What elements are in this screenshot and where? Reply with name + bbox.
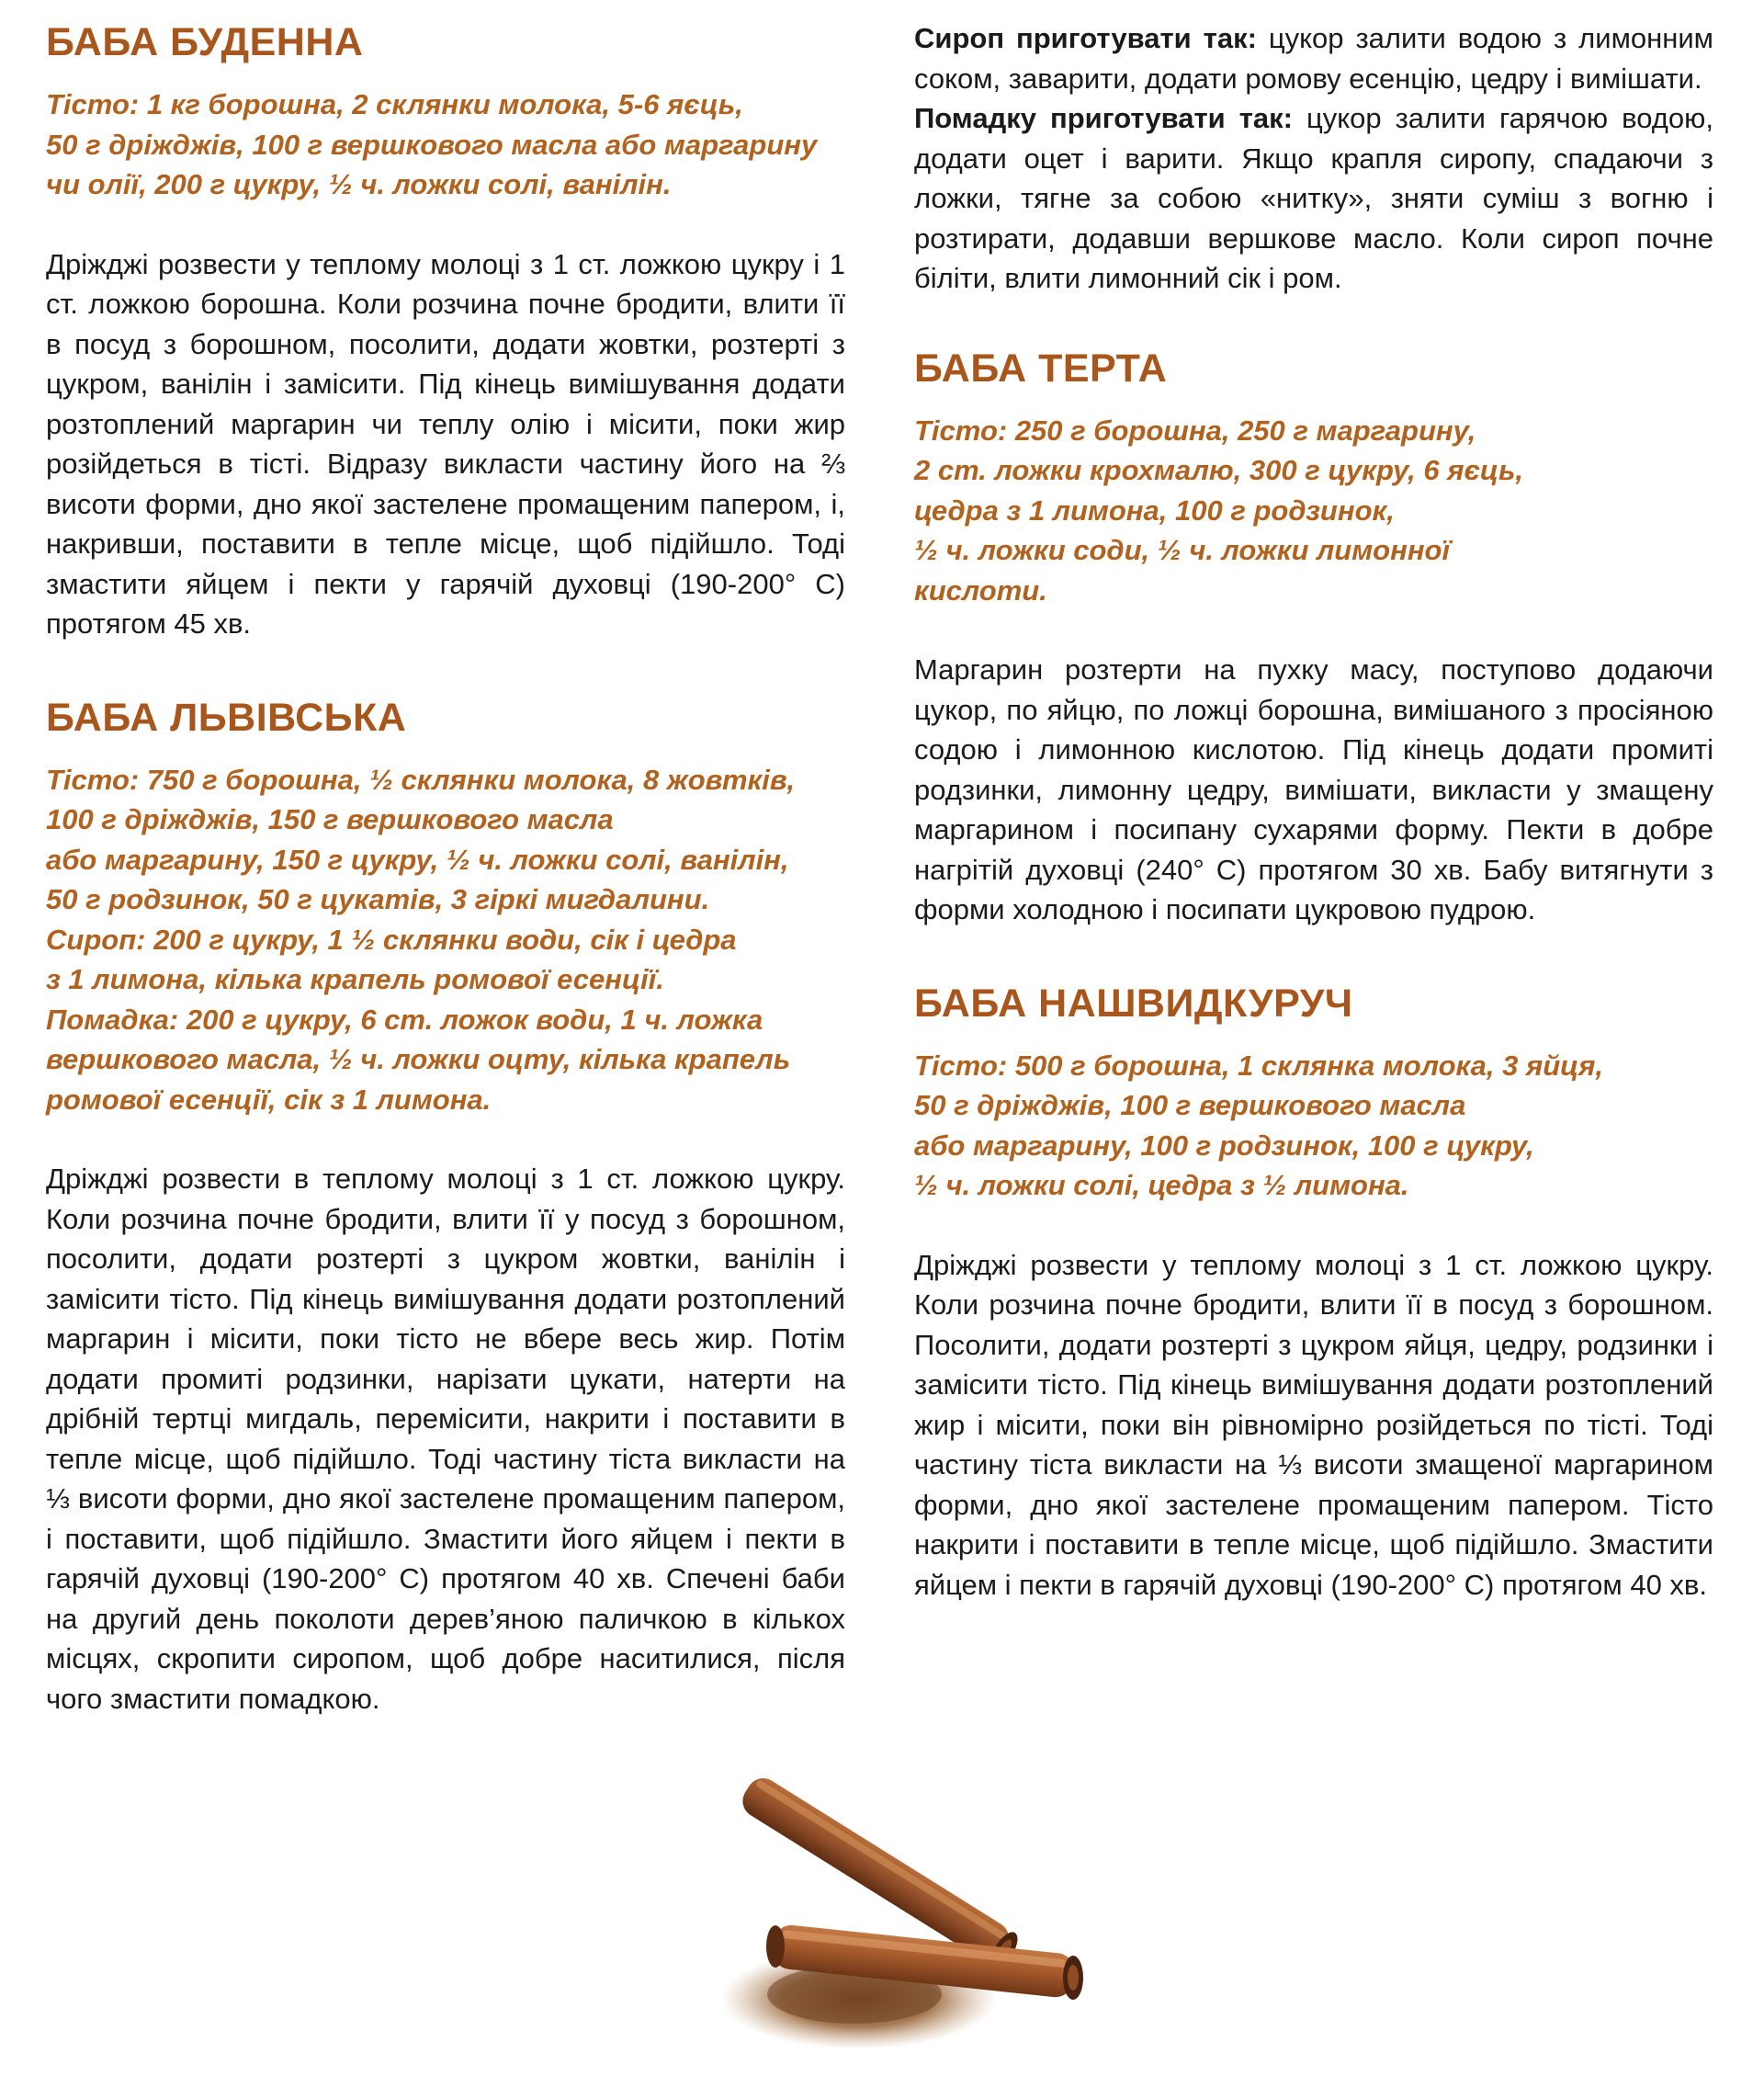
ingredient-line: або маргарину, 150 г цукру, ½ ч. ложки солі, ванілін,: [46, 843, 789, 876]
syrup-instructions: [914, 18, 1713, 98]
ingredient-line: 100 г дріжджів, 150 г вершкового масла: [46, 803, 614, 835]
ingredient-line: кислоти.: [914, 573, 1047, 607]
ingredient-line: з 1 лимона, кілька крапель ромової есенції.: [46, 963, 664, 995]
ingredient-line: цедра з 1 лимона, 100 г родзинок,: [914, 494, 1395, 527]
recipe-baba-budenna: [46, 17, 845, 644]
recipe-title: БАБА НАШВИДКУРУЧ: [914, 981, 1353, 1026]
ingredient-line: Сироп: 200 г цукру, 1 ½ склянки води, сік і цедра: [46, 923, 737, 956]
recipe-baba-lvivska: [46, 692, 845, 1719]
recipe-baba-nashvydkuruch: [914, 978, 1713, 1605]
ingredient-line: ромової есенції, сік з 1 лимона.: [46, 1083, 492, 1116]
ingredients-list: [46, 760, 845, 1120]
syrup-text: цукор залити водою з лимонним соком, заварити, додати ромову есенцію, цедру і вимішати.: [914, 22, 1713, 95]
recipe-baba-lvivska-continued: [914, 18, 1713, 299]
ingredient-line: Тісто: 1 кг борошна, 2 склянки молока, 5-6 яєць,: [46, 88, 743, 120]
ingredient-line: Тісто: 750 г борошна, ½ склянки молока, 8 жовтків,: [46, 763, 796, 796]
ingredients-list: [914, 1046, 1713, 1206]
recipe-instructions: [46, 244, 845, 644]
ingredient-line: ½ ч. ложки солі, цедра з ½ лимона.: [914, 1169, 1409, 1201]
ingredient-line: 50 г дріжджів, 100 г вершкового масла або маргарину: [46, 128, 818, 161]
ingredient-line: або маргарину, 100 г родзинок, 100 г цукру,: [914, 1129, 1534, 1162]
ingredient-line: 50 г родзинок, 50 г цукатів, 3 гіркі мигдалини.: [46, 883, 710, 915]
ingredient-line: ½ ч. ложки соди, ½ ч. ложки лимонної: [914, 534, 1451, 566]
right-column: [914, 18, 1713, 1641]
syrup-lead: Сироп приготувати так:: [914, 22, 1257, 54]
recipe-title: БАБА БУДЕННА: [46, 20, 364, 64]
fondant-lead: Помадку приготувати так:: [914, 102, 1293, 134]
ingredient-line: вершкового масла, ½ ч. ложки оцту, кілька крапель: [46, 1043, 791, 1075]
ingredients-list: [914, 411, 1713, 611]
instructions-paragraph: Дріжджі розвести в теплому молоці з 1 ст. ложкою цукру. Коли розчина почне бродити, влити її у посуд з борошном, посолити, додати розтерті з цукром жовтки, ванілін і замісити тісто. Під кінець вимішування додати розтоплений маргарин і місити, поки тісто не вбере весь жир. Потім додати промиті родзинки, нарізати цукати, натерти на дрібній тертці мигдаль, перемісити, накрити і поставити в тепле місце, щоб підійшло. Тоді частину тіста викласти на ⅓ висоти форми, дно якої застелене промащеним папером, і поставити, щоб підійшло. Змастити його яйцем і пекти в гарячій духовці (190-200° С) протягом 40 хв. Спечені баби на другий день поколоти дерев’яною паличкою в кількох місцях, скропити сиропом, щоб добре наситилися, після чого змастити помадкою.: [46, 1163, 845, 1715]
instructions-paragraph: Маргарин розтерти на пухку масу, поступово додаючи цукор, по яйцю, по ложці борошна, вимішаного з просіяною содою і лимонною кислотою. Під кінець додати промиті родзинки, лимонну цедру, вимішати, викласти у змащену маргарином і посипану сухарями форму. Пекти в добре нагрітій духовці (240° С) протягом 30 хв. Бабу витягнути з форми холодною і посипати цукровою пудрою.: [914, 653, 1713, 925]
fondant-text: цукор залити гарячою водою, додати оцет і варити. Якщо крапля сиропу, спадаючи з ложки, тягне за собою «нитку», зняти суміш з вогню і розтирати, додавши вершкове масло. Коли сироп почне біліти, влити лимонний сік і ром.: [914, 102, 1713, 294]
cinnamon-sticks-illustration: [662, 1764, 1121, 2077]
ingredient-line: Помадка: 200 г цукру, 6 ст. ложок води, 1 ч. ложка: [46, 1003, 763, 1036]
ingredient-line: 2 ст. ложки крохмалю, 300 г цукру, 6 яєць,: [914, 454, 1523, 486]
instructions-paragraph: Дріжджі розвести у теплому молоці з 1 ст. ложкою цукру. Коли розчина почне бродити, влити її в посуд з борошном. Посолити, додати розтерті з цукром яйця, цедру, родзинки і замісити тісто. Під кінець вимішування додати розтоплений жир і місити, поки він рівномірно розійдеться по тісті. Тоді частину тіста викласти на ⅓ висоти змащеної маргарином форми, дно якої застелене промащеним папером. Тісто накрити і поставити в тепле місце, щоб підійшло. Змастити яйцем і пекти в гарячій духовці (190-200° С) протягом 40 хв.: [914, 1248, 1713, 1601]
recipe-baba-terta: [914, 343, 1713, 930]
fondant-instructions: [914, 98, 1713, 299]
recipe-instructions: [46, 1159, 845, 1719]
ingredients-list: [46, 85, 845, 205]
recipe-title: БАБА ЛЬВІВСЬКА: [46, 695, 407, 740]
ingredient-line: 50 г дріжджів, 100 г вершкового масла: [914, 1089, 1466, 1121]
recipe-title: БАБА ТЕРТА: [914, 346, 1168, 391]
left-column: [46, 17, 845, 1755]
ingredient-line: чи олії, 200 г цукру, ½ ч. ложки солі, ванілін.: [46, 168, 672, 200]
ingredient-line: Тісто: 500 г борошна, 1 склянка молока, 3 яйця,: [914, 1049, 1604, 1082]
recipe-instructions: [914, 1245, 1713, 1605]
instructions-paragraph: Дріжджі розвести у теплому молоці з 1 ст. ложкою цукру і 1 ст. ложкою борошна. Коли розчина почне бродити, влити її в посуд з борошном, посолити, додати жовтки, розтерті з цукром, ванілін і замісити. Під кінець вимішування додати розтоплений маргарин чи теплу олію і місити, поки жир розійдеться в тісті. Відразу викласти частину його на ⅔ висоти форми, дно якої застелене промащеним папером, і, накривши, поставити в тепле місце, щоб підійшло. Тоді змастити яйцем і пекти у гарячій духовці (190-200° С) протягом 45 хв.: [46, 247, 845, 640]
recipe-instructions: [914, 650, 1713, 930]
ingredient-line: Тісто: 250 г борошна, 250 г маргарину,: [914, 414, 1476, 447]
